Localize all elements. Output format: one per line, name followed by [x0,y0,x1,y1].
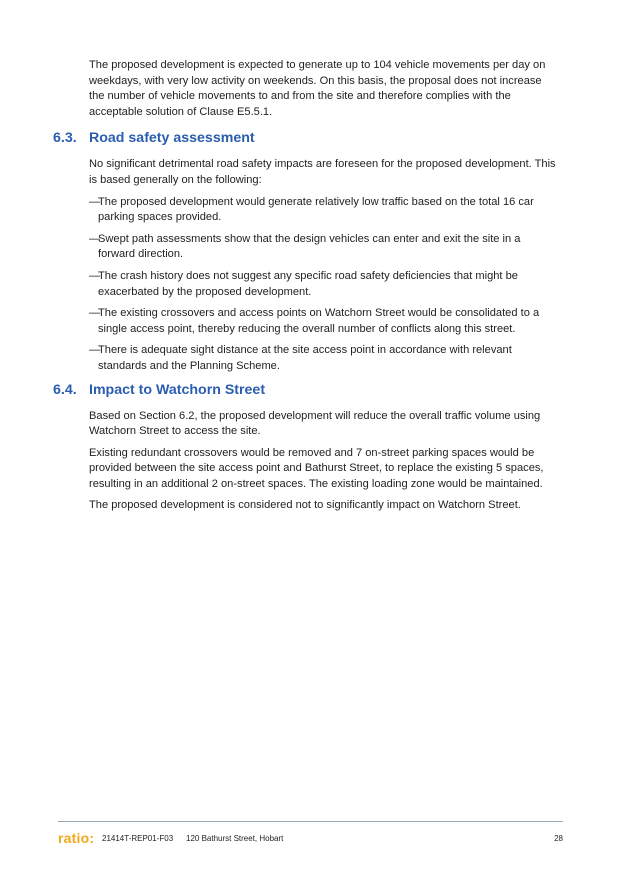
section-number: 6.4. [53,381,77,398]
bullet-dash: — [89,269,101,282]
road-safety-intro: No significant detrimental road safety impacts are foreseen for the proposed development. This is based generally on the following: [89,158,556,186]
bullet-dash: — [89,307,101,320]
bullet-dash: — [89,232,101,245]
footer-divider [58,821,563,822]
bullet-dash: — [89,195,101,208]
bullet-item [89,195,559,226]
bullet-text: The crash history does not suggest any specific road safety deficiencies that might be exacerbated by the proposed development. [98,269,518,298]
document-reference: 21414T-REP01-F03 [102,834,174,843]
section-title: Impact to Watchorn Street [89,381,266,398]
project-address: 120 Bathurst Street, Hobart [186,834,284,843]
watchorn-paragraph: The proposed development is considered not to significantly impact on Watchorn Street. [89,499,521,512]
bullet-item [89,269,559,300]
section-title: Road safety assessment [89,130,255,147]
bullet-dash: — [89,344,101,357]
bullet-text: Swept path assessments show that the design vehicles can enter and exit the site in a forward direction. [98,232,521,261]
bullet-item [89,343,559,374]
section-heading-6-4 [53,381,559,399]
page-content [53,58,559,514]
page-footer [58,831,563,847]
bullet-item [89,232,559,263]
bullet-text: The proposed development would generate relatively low traffic based on the total 16 car parking spaces provided. [98,195,534,224]
watchorn-paragraph: Existing redundant crossovers would be removed and 7 on-street parking spaces would be provided between the site access point and Bathurst Street, to replace the existing 5 spaces, resulting in an additional 2 on-street spaces. The existing loading zone would be maintained. [89,446,544,490]
ratio-logo: ratio: [58,830,95,846]
intro-paragraph: The proposed development is expected to generate up to 104 vehicle movements per day on weekdays, with very low activity on weekends. On this basis, the proposal does not increase the number of vehicle movements to and from the site and therefore complies with the acceptable solution of Clause E5.5.1. [89,59,546,118]
bullet-text: There is adequate sight distance at the site access point in accordance with relevant standards and the Planning Scheme. [98,344,512,372]
section-number: 6.3. [53,130,77,147]
watchorn-paragraph: Based on Section 6.2, the proposed development will reduce the overall traffic volume using Watchorn Street to access the site. [89,409,541,438]
bullet-text: The existing crossovers and access points on Watchorn Street would be consolidated to a single access point, thereby reducing the overall number of conflicts along this street. [98,307,540,335]
section-heading-6-3 [53,129,559,147]
page-number: 28 [554,834,563,843]
bullet-item [89,306,559,337]
